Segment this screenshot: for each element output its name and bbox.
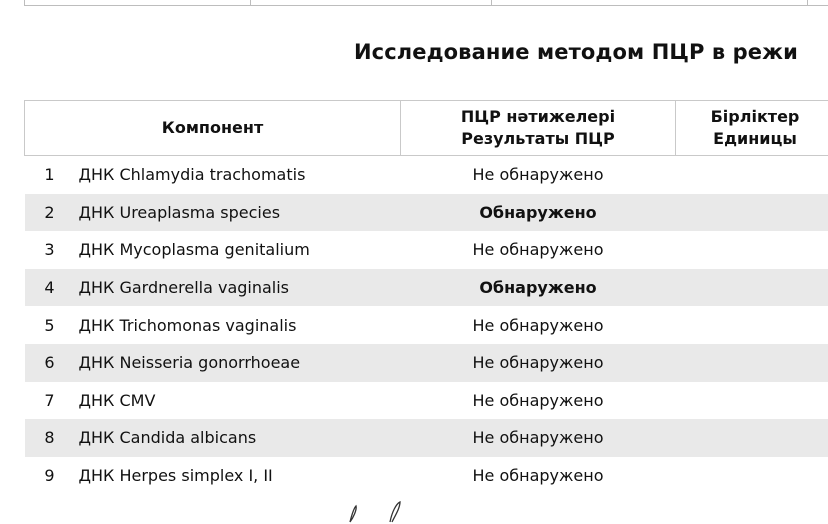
row-units xyxy=(676,344,828,382)
row-result: Не обнаружено xyxy=(401,231,676,269)
table-row xyxy=(25,194,828,232)
signature-mark xyxy=(338,494,418,524)
table-row xyxy=(25,306,828,344)
row-number: 9 xyxy=(25,457,71,495)
header-results-kz: ПЦР нәтижелері xyxy=(401,106,675,128)
table-divider xyxy=(807,0,808,5)
section-title: Исследование методом ПЦР в режи xyxy=(354,40,798,64)
row-units xyxy=(676,306,828,344)
row-result: Не обнаружено xyxy=(401,419,676,457)
header-results-ru: Результаты ПЦР xyxy=(401,128,675,150)
row-component: ДНК Neisseria gonorrhoeae xyxy=(71,344,401,382)
header-units xyxy=(676,101,828,156)
row-units xyxy=(676,156,828,194)
row-number: 2 xyxy=(25,194,71,232)
table-row xyxy=(25,344,828,382)
header-component: Компонент xyxy=(25,101,401,156)
row-result: Не обнаружено xyxy=(401,306,676,344)
row-result: Обнаружено xyxy=(401,194,676,232)
table-header-row xyxy=(25,101,828,156)
table-row xyxy=(25,269,828,307)
row-number: 3 xyxy=(25,231,71,269)
row-component: ДНК Trichomonas vaginalis xyxy=(71,306,401,344)
pcr-results-table xyxy=(24,100,828,494)
row-component: ДНК Candida albicans xyxy=(71,419,401,457)
row-number: 4 xyxy=(25,269,71,307)
row-units xyxy=(676,231,828,269)
row-result: Не обнаружено xyxy=(401,344,676,382)
row-number: 7 xyxy=(25,382,71,420)
header-results xyxy=(401,101,676,156)
header-units-kz: Бірліктер xyxy=(676,106,828,128)
row-units xyxy=(676,419,828,457)
table-row xyxy=(25,156,828,194)
row-number: 8 xyxy=(25,419,71,457)
row-result: Не обнаружено xyxy=(401,457,676,495)
row-units xyxy=(676,382,828,420)
row-result: Не обнаружено xyxy=(401,156,676,194)
row-component: ДНК Ureaplasma species xyxy=(71,194,401,232)
row-component: ДНК Chlamydia trachomatis xyxy=(71,156,401,194)
table-row xyxy=(25,457,828,495)
header-units-ru: Единицы xyxy=(676,128,828,150)
row-result: Не обнаружено xyxy=(401,382,676,420)
row-component: ДНК Mycoplasma genitalium xyxy=(71,231,401,269)
previous-table-fragment xyxy=(24,0,828,6)
row-number: 5 xyxy=(25,306,71,344)
row-component: ДНК CMV xyxy=(71,382,401,420)
table-row xyxy=(25,382,828,420)
row-units xyxy=(676,194,828,232)
table-row xyxy=(25,231,828,269)
row-component: ДНК Gardnerella vaginalis xyxy=(71,269,401,307)
table-divider xyxy=(491,0,492,5)
row-number: 6 xyxy=(25,344,71,382)
row-component: ДНК Herpes simplex I, II xyxy=(71,457,401,495)
row-units xyxy=(676,457,828,495)
row-result: Обнаружено xyxy=(401,269,676,307)
table-divider xyxy=(250,0,251,5)
table-row xyxy=(25,419,828,457)
row-number: 1 xyxy=(25,156,71,194)
row-units xyxy=(676,269,828,307)
